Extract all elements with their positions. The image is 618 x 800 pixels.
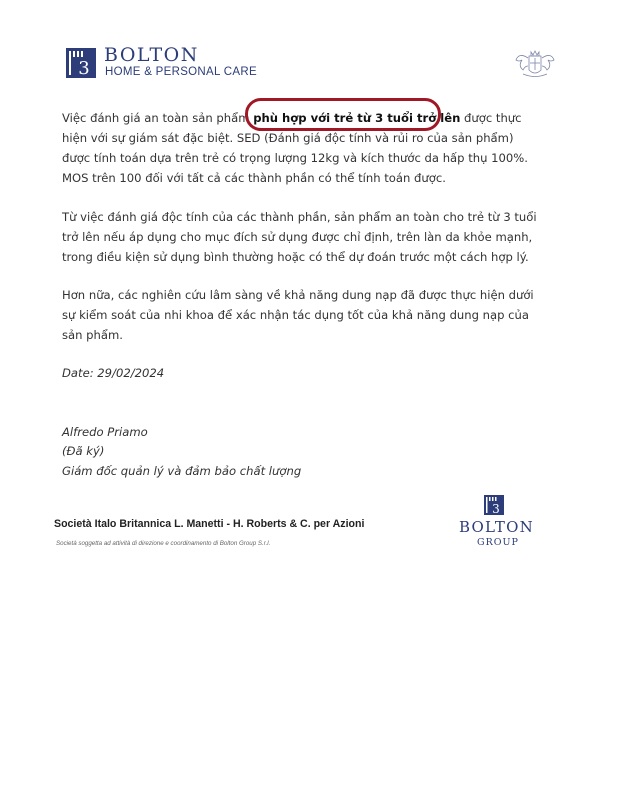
brand-subtitle: HOME & PERSONAL CARE bbox=[105, 66, 257, 78]
paragraph-1-intro: Việc đánh giá an toàn sản phẩm bbox=[62, 111, 254, 125]
heraldic-crest-icon bbox=[513, 46, 557, 80]
signer-name: Alfredo Priamo bbox=[62, 425, 148, 439]
brand-name: BOLTON bbox=[104, 44, 199, 66]
company-subtitle: Società soggetta ad attività di direzione e coordinamento di Bolton Group S.r.l. bbox=[56, 540, 271, 547]
group-brand-name: BOLTON bbox=[459, 518, 534, 536]
svg-text:3: 3 bbox=[492, 502, 500, 515]
paragraph-1-rest: được thực hiện với sự giám sát đặc biệt. SED (Đánh giá độc tính và rủi ro của sản phẩm) được tính toán dựa trên trẻ có trọng lượng 12kg và kích thước da hấp thụ 100%. MOS trên 100 đối với tất cả các thành phần có thể tính toán được. bbox=[62, 111, 528, 185]
group-brand-subtitle: GROUP bbox=[477, 537, 519, 548]
company-name: Società Italo Britannica L. Manetti - H. Roberts & C. per Azioni bbox=[54, 518, 365, 530]
signer-title: Giám đốc quản lý và đảm bảo chất lượng bbox=[62, 464, 302, 478]
highlighted-age-phrase: phù hợp với trẻ từ 3 tuổi trở lên bbox=[253, 111, 461, 125]
paragraph-2: Từ việc đánh giá độc tính của các thành phần, sản phẩm an toàn cho trẻ từ 3 tuổi trở lên nếu áp dụng cho mục đích sử dụng được chỉ định, trên làn da khỏe mạnh, trong điều kiện sử dụng bình thường hoặc có thể dự đoán trước một cách hợp lý. bbox=[62, 210, 537, 264]
document-date: Date: 29/02/2024 bbox=[62, 366, 165, 380]
red-highlight-circle bbox=[245, 98, 441, 131]
bolton-logo-icon bbox=[66, 48, 96, 78]
paragraph-3: Hơn nữa, các nghiên cứu lâm sàng về khả năng dung nạp đã được thực hiện dưới sự kiểm soát của nhi khoa để xác nhận tác dụng tốt của khả năng dung nạp của sản phẩm. bbox=[62, 288, 534, 342]
signed-note: (Đã ký) bbox=[62, 444, 105, 458]
bolton-group-logo-icon bbox=[484, 495, 504, 515]
svg-text:3: 3 bbox=[78, 58, 90, 78]
